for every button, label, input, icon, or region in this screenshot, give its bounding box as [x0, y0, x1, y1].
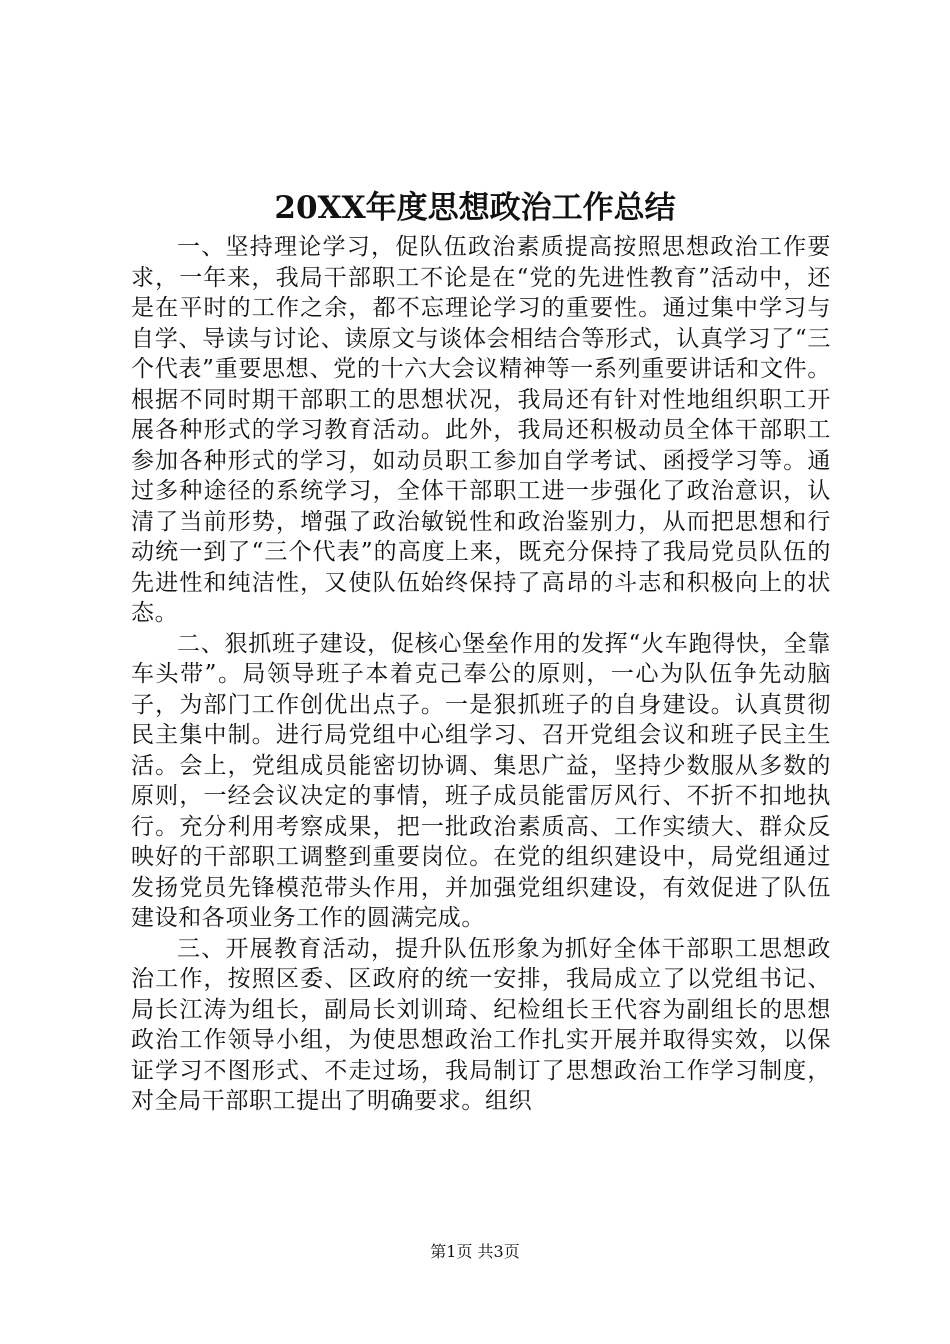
paragraph-2: 二、狠抓班子建设，促核心堡垒作用的发挥“火车跑得快，全靠车头带”。局领导班子本着克己奉公的原则，一心为队伍争先动脑子，为部门工作创优出点子。一是狠抓班子的自身建设。认真贯彻民主集中制。进行局党组中心组学习、召开党组会议和班子民主生活。会上，党组成员能密切协调、集思广益，坚持少数服从多数的原则，一经会议决定的事情，班子成员能雷厉风行、不折不扣地执行。充分利用考察成果，把一批政治素质高、工作实绩大、群众反映好的干部职工调整到重要岗位。在党的组织建设中，局党组通过发扬党员先锋模范带头作用，并加强党组织建设，有效促进了队伍建设和各项业务工作的圆满完成。 — [131, 630, 831, 931]
document-title: 20XX年度思想政治工作总结 — [274, 190, 676, 226]
paragraph-3: 三、开展教育活动，提升队伍形象为抓好全体干部职工思想政治工作，按照区委、区政府的统一安排，我局成立了以党组书记、局长江涛为组长，副局长刘训琦、纪检组长王代容为副组长的思想政治工作领导小组，为使思想政治工作扎实开展并取得实效，以保证学习不图形式、不走过场，我局制订了思想政治工作学习制度，对全局干部职工提出了明确要求。组织 — [131, 935, 831, 1114]
document-body — [131, 232, 831, 1117]
page-number-footer: 第1页 共3页 — [430, 1242, 520, 1261]
paragraph-1: 一、坚持理论学习，促队伍政治素质提高按照思想政治工作要求，一年来，我局干部职工不论是在“党的先进性教育”活动中，还是在平时的工作之余，都不忘理论学习的重要性。通过集中学习与自学、导读与讨论、读原文与谈体会相结合等形式，认真学习了“三个代表”重要思想、党的十六大会议精神等一系列重要讲话和文件。根据不同时期干部职工的思想状况，我局还有针对性地组织职工开展各种形式的学习教育活动。此外，我局还积极动员全体干部职工参加各种形式的学习，如动员职工参加自学考试、函授学习等。通过多种途径的系统学习，全体干部职工进一步强化了政治意识，认清了当前形势，增强了政治敏锐性和政治鉴别力，从而把思想和行动统一到了“三个代表”的高度上来，既充分保持了我局党员队伍的先进性和纯洁性，又使队伍始终保持了高昂的斗志和积极向上的状态。 — [131, 234, 831, 626]
